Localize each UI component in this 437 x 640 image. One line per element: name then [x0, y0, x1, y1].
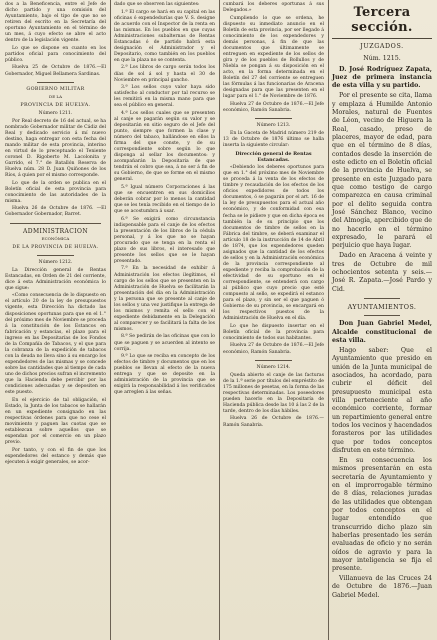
signature: Huelva 26 de Octubre de 1876. —El Gobernador Gobernador, Barret. [5, 206, 106, 218]
notice-number: Número 1212. [38, 259, 73, 265]
paragraph: Don Juan Gabriel Medel, Alcalde constitucional de esta villa. [332, 320, 432, 344]
paragraph: Por tanto, y con el fin de que los expendedores del estanco y demás que ejecuten á exigir generales, se acor- [5, 447, 106, 465]
column-2 [111, 0, 218, 640]
section-heading: DE LA [49, 93, 62, 99]
section-heading: JUZGADOS. [360, 43, 404, 50]
separator [37, 255, 73, 256]
paragraph: Queda abierto el canje de las facturas de la 1.ª serie por títulos del empréstito de 175 millones de pesetas, en la forma de las respectivas determinadas. Los poseedores pueden hacerlo en la Depositaría de Hacienda pública desde las 10 á las 2 de la tarde, dentro de los días hábiles. [223, 372, 324, 414]
paragraph: 9.ª Lo que se reciba en concepto de los efectos de timbre y documentos que en los pueblos se llevan al efecto de la nueva entrega y que se deposite en la administración de la provincia que se exigirá la responsabilidad á los verificados que arreglen á las señas. [114, 354, 215, 396]
signature: Huelva 27 de Octubre de 1876.—El Jefe económico, Ramón Sanabria. [223, 343, 324, 355]
paragraph: Villanueva de las Cruces 24 de Octubre de 1876.—Juan Gabriel Medel. [332, 575, 432, 599]
paragraph: En el ejercicio de tal obligación, el Estado, la Junta de los tabacos se hallarán en un expediente consignado en las respectivas órdenes para que no cese el movimiento y paguen las cuotas que se establezcan sobre aquellos que se expendan por el comercio en un plazo previo. [5, 397, 106, 445]
paragraph: Por el presente se cita, llama y emplaza á Humilde Antonio Morales, natural de Fuentes de Léon, vecino de Higuera la Real, casado, preso de placeres, mayor de edad, para que en el término de 8 días, contados desde la inserción de este edicto en el Boletín oficial de la provincia de Huelva, se presente en este Juzgado para que como testigo de cargo comparezca en causa criminal por el delito seguida contra José Sánchez Blanco, vecino del Almogía, apercibido que de no hacerlo en el término expresado, le parará el perjuicio que haya lugar. [332, 92, 432, 250]
paragraph: cumbará los deberes oportunas á sus Delegados.» [223, 2, 324, 14]
paragraph: 1.ª El cargo se hará en su capital en las oficinas ó expendedurías que V. S. designe de acuerdo con el Inspector de la renta en las mismas. En los pueblos en que cuyas Administraciones subalternas de Rentas Estancadas ó de partido habrá esta designación el Administrador y el Depositario, como también en los pueblos en que la plaza no se contenta. [114, 9, 215, 63]
paragraph: D. José Rodríguez Zapata, Juez de primera instancia de esta villa y su partido. [332, 65, 432, 90]
paragraph: «Como consecuencia de lo dispuesto en el artículo 20 de la ley de presupuestos vigente, esta Dirección ha dictado las disposiciones oportunas para que en el 1.° del próximo mes de Noviembre se proceda á la constitución de los Estancos en fabricación y estancias, el plazo para el ingreso en las Depositarías de los Fondos de la Compañía de Tabacos, y el que para la cobranza de la expedición de tabacos con la deuda no lleva sino á su encargo los expendedores de las mismas y se concede sobre las cantidades que al tiempo de cada uno de dichos precios sufran el incremento que la Hacienda debe percibir por las condiciones adecuadas y se depositen en este puesto. [5, 293, 106, 396]
notice-number: Núm. 1215. [363, 55, 401, 63]
paragraph: 3.ª Los sellos cuyo valor haya sido satisfecho al conductor por tal recurso se les remitirá en la misma mano para que sea el público en general. [114, 85, 215, 109]
notice-number: Número 1214. [256, 364, 291, 370]
paragraph: Por Real decreto de 16 del actual, se ha nombrado Gobernador militar de Cádiz del Real y dedicado servicio á mí nuevo destino, haga entregar con esta fecha del mando militar de esta provincia, interino en virtud de lo preceptuado el Teniente coronel D. Rigoberto M. Lacolonita y Garrido, el 7.° de Batallón Reserva de Huelva núm. 28 D. Juan Quiñones de los Ríos, á quien por el mismo corresponde. [5, 118, 106, 179]
paragraph: 6.ª Se exigirá como circunstancia indispensable para el canje de los efectos la presentación de los libros de la cédula personal, y á los que no se hayan procurado que se tenga en la renta el plazo de sus libros, el interesado que presente los sellos que se le hayan presentado. [114, 216, 215, 264]
separator [37, 82, 73, 83]
column-1 [2, 0, 109, 640]
paragraph: Lo que he dispuesto insertar en el Boletín oficial de la provincia para conocimiento de todos sus habitantes. [223, 323, 324, 341]
paragraph: 4.ª Los sellos cuales que se presenten al canje se pagarán según su valor y se depositarán en sitio seguro de el Jefe del punto, siempre que formen la clase y número del tabaco, hallándose en ellos la firma del que conste, y de su correspondiente sobre según lo que disponga al sellar los documentos: y acompañarán la Depositaria de que tendrán el cobro que sea, á no ser á fin de su Gobierno, de que se forme en el mismo general. [114, 110, 215, 183]
paragraph: En la Gaceta de Madrid número 219 de 13 de Octubre de 1876 último se halla inserta la siguiente circular: [223, 130, 324, 148]
separator [255, 118, 291, 119]
paragraph: dos a la Beneficencia, entre el Jefe de dicho partido y una comisión del Ayuntamiento, bajo el tipo de que no se retiren del escrito en la Secretaría del oportuno Ayuntamiento en el término de un mes, á cuyo efecto se abre el acto dentro de la legislación vigente. [5, 2, 106, 44]
subsection-heading: Dirección general de Rentas Estancadas. [235, 151, 312, 164]
paragraph: 7.ª En la necesidad de exhibir á Administración los efectos ilegítimos, el cargo de los sellos que se presenten en la Administración de Huelva se facilitarán la presentación del día en la Administración y la persona que se presente al canje de los sellos y una vez justifique la entrega de los mismos y remita el sello con el expediente debidamente en la Delegación al comparecer y se facilitará la falta de los mismos. [114, 266, 215, 332]
paragraph: Cumpliendo lo que se ordena, he dispuesto su inmediato anuncio en el Boletín de esta provincia, por ser llegado á conocimiento de los expendedores y demás personas, á fin de que las documentos que últimamente se entreguen en expediente de los sellos de gira y de los pueblos de Bollullos y de Niebla se pongan á su disposición en el acto, en la forma determinada en el Boletín del 27 del corriente se entreguen las fórmulas á las funcionarias de Aracena designadas para que las presenten en el lugar para el 1.° de Noviembre de 1876. [223, 15, 324, 100]
notice-number: Número 1211. [38, 110, 73, 116]
section-heading: AYUNTAMIENTOS. [347, 302, 417, 311]
paragraph: 5.ª Igual número Corporaciones á las que se encuentren en sus domicilios deberán cobrar por lo menos la cantidad que se les tenía recibido en el tiempo de lo que se acostumbra á usar. [114, 184, 215, 215]
paragraph: La Dirección general de Rentas Estancadas, en Orden de 21 del corriente, dice á esta Administración económica lo que sigue: [5, 267, 106, 291]
paragraph: 8.ª Se pedirán de las oficinas que con lo que se paguen y se acuerden al intento se corrija. [114, 334, 215, 352]
separator [364, 298, 400, 299]
section-heading: ECONÓMICA [41, 235, 70, 241]
signature: Huelva 26 de Octubre de 1876.—Ramón Sanabria. [223, 416, 324, 428]
paragraph: dado que se observen las siguientes: [114, 2, 200, 7]
separator [364, 315, 400, 316]
signature: Huelva 27 de Octubre de 1876.—El Jefe económico, Ramón Sanabria. [223, 101, 324, 113]
paragraph: En su consecuencia los mismos presentarán en esta secretaría de Ayuntamiento y en el improrrogable término de 8 días, relaciones juradas de las utilidades que obtengan por todos conceptos en el lugar entendido que transcurrido dicho plazo sin haberlas presentado les serán evaluadas de oficio y no serán oídos de agravio y para la mayor inteligencia se fija el presente. [332, 456, 432, 573]
paragraph: Lo que se dispone en cuanto en los partidos oficial para conocimiento del público. [5, 45, 106, 63]
paragraph: Lo que de la orden se publica en el Boletín oficial de esta provincia para conocimiento de las autoridades de la misma. [5, 180, 106, 204]
column-3 [220, 0, 327, 640]
separator [255, 360, 291, 361]
paragraph: Dado en Aracena á veinte y tres de Octubre de mil ochocientos setenta y seis.—José R. Zapata.—José Pardo y Cid. [332, 252, 432, 293]
section-heading: GOBIERNO MILITAR [26, 86, 85, 92]
section-heading: ADMINISTRACION [23, 227, 88, 235]
paragraph: «Debiendo los deberes oportunos para que en 1.° del próximo mes de Noviembre se proceda á la venta de los efectos de timbre y recaudación de los efectos de los oficios expedidores de todos los documentos, ó se pagarán por el art. 16 de la ley de presupuestos para el actual año económico, y de conformidad con esa fecha se le pidiere y que en dicha época es también la de su principio que los documentos de timbre de sellos en la Fábrica del timbre, se deberá examinar el artículo 18 de la instrucción de 14 de Abril de 1874, que los expendedores queden asignados que la cantidad de los efectos de sellos y en la Administración económica de la provincia correspondiente al expediente y reciba la comprobación de la efectividad de su oportuno en el correspondiente, se entenderá con cargo al público que cuyo precio que esté compuesto al sello, se expedirá el estanco para el plazo, y sin ser el que paguen ó Gobierno de su provincia, se encargará en los respectivos puestos de la Administración de Huelva en el día. [223, 165, 324, 322]
paragraph: 2.ª Los libros de cargo serán todos los días de sol á sol y hasta el 30 de Noviembre en principal gancho. [114, 65, 215, 83]
section-heading: DE LA PROVINCIA DE HUELVA. [12, 244, 99, 250]
signature: Huelva 25 de Octubre de 1876.—El Gobernador, Miguel Bellamera Sardinas. [5, 65, 106, 77]
paragraph: Hago saber: Que el Ayuntamiento que presido en unión de la Junta municipal de asociados, ha acordado, para cubrir el déficit del presupuesto municipal esta villa perteneciente al año económico corriente, formar un repartimiento general entre todos los vecinos y hacendados forasteros por las utilidades que por todos conceptos disfruten en este término. [332, 346, 432, 454]
section-title: Tercera sección. [332, 5, 432, 39]
column-4 [329, 0, 435, 640]
separator [10, 223, 101, 224]
section-heading: PROVINCIA DE HUELVA. [20, 102, 91, 108]
notice-number: Número 1213. [256, 122, 291, 128]
